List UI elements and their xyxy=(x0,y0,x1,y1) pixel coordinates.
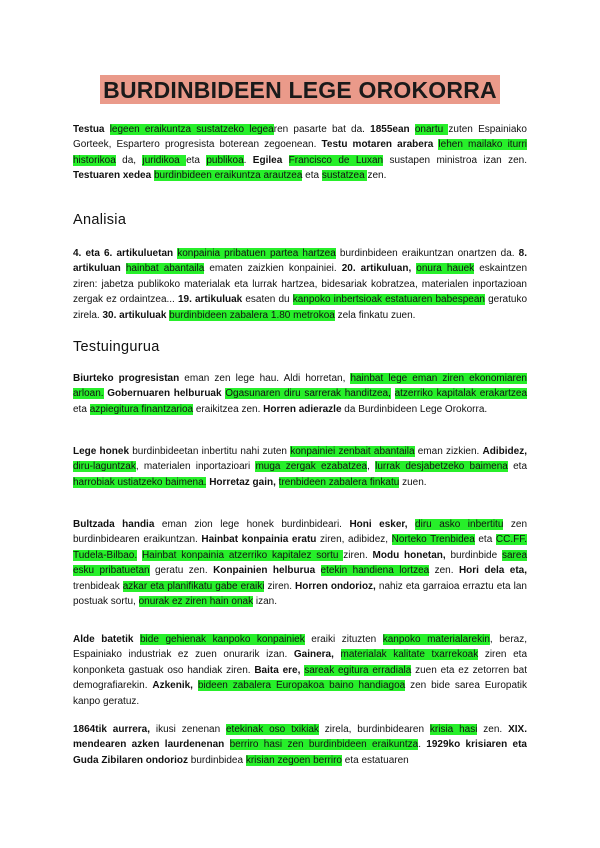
highlighted-text: konpainiei zenbait abantaila xyxy=(290,446,415,457)
body-text: zuen eta ez zetorren bat demografiarekin. xyxy=(73,664,528,692)
body-text: zuen. xyxy=(399,476,427,488)
bold-term: 20. artikuluan, xyxy=(341,263,412,275)
bold-term: Gobernuaren helburuak xyxy=(107,388,222,400)
body-text xyxy=(224,739,229,750)
bold-term: 30. artikuluak xyxy=(102,309,167,321)
context-paragraph-3 xyxy=(73,517,527,609)
highlighted-text: kanpoko inbertsioak estatuaren babespean xyxy=(292,294,485,306)
body-text: . xyxy=(418,739,427,751)
highlighted-text: diru asko inbertitu xyxy=(415,519,504,530)
highlighted-text: sareak egitura erradiala xyxy=(304,664,412,676)
highlighted-text: diru-laguntzak xyxy=(73,461,136,473)
highlighted-text: juridikoa xyxy=(142,154,187,166)
body-text: ziren. xyxy=(264,580,296,592)
bold-term: Adibidez, xyxy=(482,446,527,457)
context-paragraph-1 xyxy=(73,371,527,417)
bold-term: Alde batetik xyxy=(73,634,134,645)
highlighted-text: kanpoko materialarekin xyxy=(382,634,490,645)
bold-term: Baita ere, xyxy=(254,664,301,676)
analisia-paragraph xyxy=(73,246,527,323)
body-text: zen. xyxy=(477,724,509,735)
bold-term: Azkenik, xyxy=(152,680,193,692)
bold-term: Hainbat konpainia eratu xyxy=(201,534,317,546)
highlighted-text: konpainia pribatuen partea hartzea xyxy=(177,248,336,259)
bold-term: Horren ondorioz, xyxy=(295,580,376,592)
highlighted-text: bide gehienak kanpoko konpainiek xyxy=(140,634,305,645)
highlighted-text: onura hauek xyxy=(416,263,475,275)
body-text: eman zion lege honek burdinbideari. xyxy=(154,519,350,530)
body-text: eman zen lege hau. Aldi horretan, xyxy=(179,373,351,384)
bold-term: Testu motaren arabera xyxy=(321,139,434,151)
body-text: da Burdinbideen Lege Orokorra. xyxy=(341,403,488,415)
body-text: zen bide sarea Europatik kanpo geratuz. xyxy=(73,680,528,707)
bold-term: 1855ean xyxy=(370,124,410,135)
body-text: eta estatuaren xyxy=(342,754,409,766)
body-text: ziren. xyxy=(343,549,373,561)
body-text: ziren, adibidez, xyxy=(316,534,392,546)
bold-term: 19. artikuluak xyxy=(177,294,243,306)
highlighted-text: etekinak oso txikiak xyxy=(226,724,319,735)
bold-term: Modu honetan, xyxy=(372,549,446,561)
body-text xyxy=(315,565,320,576)
bold-term: 4. eta 6. artikuluetan xyxy=(73,248,174,259)
body-text: burdinbide xyxy=(445,549,502,561)
highlighted-text: harrobiak ustiatzeko baimena. xyxy=(73,476,207,488)
bold-term: XIX. mendearen azken laurdenenan xyxy=(73,724,527,751)
highlighted-text: burdinbideen eraikuntza arautzea xyxy=(153,170,303,182)
body-text: . xyxy=(243,154,253,166)
highlighted-text: hainbat lege eman ziren ekonomiaren arloan. xyxy=(73,373,527,400)
body-text: geratuko zirela. xyxy=(73,294,528,321)
bold-term: 8. artikuluan xyxy=(73,248,527,275)
context-paragraph-2 xyxy=(73,444,527,490)
highlighted-text: hainbat abantaila xyxy=(125,263,205,275)
body-text: eman zizkien. xyxy=(414,446,483,457)
highlighted-text: azpiegitura finantzarioa xyxy=(89,403,194,415)
bold-term: Gainera, xyxy=(293,649,334,661)
body-text: trenbideak xyxy=(73,580,123,592)
body-text: zirela, burdinbidearen xyxy=(318,724,430,735)
highlighted-text: materialak kalitate txarrekoak xyxy=(340,649,479,661)
highlighted-text: onurak ez ziren hain onak xyxy=(138,596,254,608)
body-text xyxy=(408,519,416,530)
highlighted-text: krisian zegoen berriro xyxy=(245,754,342,766)
body-text: zen burdinbidearen eraikuntzan. xyxy=(73,519,528,546)
body-text: ziren eta konponketa gastuak oso handiak ziren. xyxy=(73,649,528,676)
highlighted-text: Norteko Trenbidea xyxy=(391,534,475,546)
body-text: izan. xyxy=(253,596,278,608)
bold-term: Horren adierazle xyxy=(263,403,342,415)
highlighted-text: Francisco de Luxan xyxy=(288,154,384,166)
highlighted-text: sustatzea xyxy=(321,170,368,182)
bold-term: 1929ko krisiaren eta Guda Zibilaren ondorioz xyxy=(73,739,527,766)
highlighted-text: Ogasunaren diru sarrerak handitzea, xyxy=(225,388,391,400)
body-text: zela finkatu zuen. xyxy=(334,309,416,321)
heading-analisia: Analisia xyxy=(73,212,127,228)
highlighted-text: burdinbideen zabalera 1.80 metrokoa xyxy=(169,309,335,321)
highlighted-text: bideen zabalera Europakoa baino handiagoa xyxy=(197,680,406,692)
context-paragraph-5 xyxy=(73,722,527,768)
bold-term: 1864tik aurrera, xyxy=(73,724,151,735)
body-text: sustapen ministroa izan zen. xyxy=(383,154,527,166)
body-text: eraikitzea zen. xyxy=(193,403,264,415)
body-text: , xyxy=(367,461,376,473)
body-text: zen. xyxy=(429,565,459,577)
bold-term: Honi esker, xyxy=(349,519,408,530)
body-text: esaten du xyxy=(242,294,293,306)
title-container xyxy=(0,75,600,104)
highlighted-text: CC.FF. Tudela-Bilbao. xyxy=(73,534,527,561)
highlighted-text: Hainbat konpainia atzerriko kapitalez sortu xyxy=(141,549,344,561)
highlighted-text: lurrak desjabetzeko baimena xyxy=(375,461,508,473)
context-paragraph-4 xyxy=(73,632,527,709)
body-text: ematen zaizkien konpainiei. xyxy=(204,263,342,275)
highlighted-text: etekin handiena lortzea xyxy=(320,565,430,577)
bold-term: Horretaz gain, xyxy=(209,476,276,488)
body-text: eta xyxy=(507,461,528,473)
highlighted-text: lehen mailako iturri historikoa xyxy=(73,139,528,166)
body-text: burdinbideen eraikuntzan onartzen da. xyxy=(335,248,519,259)
body-text: ikusi zenenan xyxy=(150,724,226,735)
body-text: burdinbideetan inbertitu nahi zuten xyxy=(129,446,291,457)
body-text: eta xyxy=(474,534,496,546)
body-text: ren pasarte bat da. xyxy=(273,124,371,135)
body-text: zen. xyxy=(367,170,387,182)
bold-term: Bultzada handia xyxy=(73,519,155,530)
bold-term: Testuaren xedea xyxy=(73,170,152,182)
intro-paragraph xyxy=(73,122,527,184)
highlighted-text: muga zergak ezabatzea xyxy=(255,461,368,473)
body-text: eta xyxy=(302,170,322,182)
body-text: eskaintzen ziren: jabetza publikoko materialak eta lurrak hartzea, bidesariak kobratzea, materialen inportazioan zergak ez ordaintzea... xyxy=(73,263,527,306)
bold-term: Biurteko progresistan xyxy=(73,373,180,384)
page-title: BURDINBIDEEN LEGE OROKORRA xyxy=(100,75,500,104)
highlighted-text: krisia hasi xyxy=(429,724,478,735)
body-text: eraiki zituzten xyxy=(304,634,383,645)
body-text: , materialen inportazioari xyxy=(135,461,256,473)
body-text: geratu zen. xyxy=(149,565,214,577)
bold-term: Konpainien helburua xyxy=(213,565,316,577)
highlighted-text: publikoa xyxy=(206,154,244,166)
body-text: da, xyxy=(115,154,143,166)
bold-term: Hori dela eta, xyxy=(458,565,527,577)
bold-term: Egilea xyxy=(252,154,283,166)
body-text: eta xyxy=(186,154,207,166)
body-text: nahiz eta garraioa erraztu eta lan postuak sortu, xyxy=(73,580,527,608)
body-text xyxy=(334,649,341,660)
heading-testuingurua: Testuingurua xyxy=(73,339,160,355)
body-text: burdinbidea xyxy=(188,754,246,766)
bold-term: Testua xyxy=(73,124,105,135)
body-text: , beraz, Espainiako industriak ez zuen onurarik izan. xyxy=(73,634,528,661)
bold-term: Lege honek xyxy=(73,446,130,457)
body-text: zuten Espainiako Gorteek, Espartero progresista boterean zegoenean. xyxy=(73,124,527,151)
body-text xyxy=(282,155,288,166)
body-text: eta xyxy=(73,403,90,415)
highlighted-text: azkar eta planifikatu gabe eraiki xyxy=(122,580,265,592)
highlighted-text: legeen eraikuntza sustatzeko legea xyxy=(109,124,274,135)
body-text xyxy=(105,124,110,135)
highlighted-text: trenbideen zabalera finkatu xyxy=(278,476,400,488)
highlighted-text: berriro hasi zen burdinbideen eraikuntza xyxy=(229,739,419,751)
highlighted-text: sarea esku pribatuetan xyxy=(73,549,527,577)
highlighted-text: atzerriko kapitalak erakartzea xyxy=(394,388,528,400)
highlighted-text: onartu xyxy=(414,124,449,135)
